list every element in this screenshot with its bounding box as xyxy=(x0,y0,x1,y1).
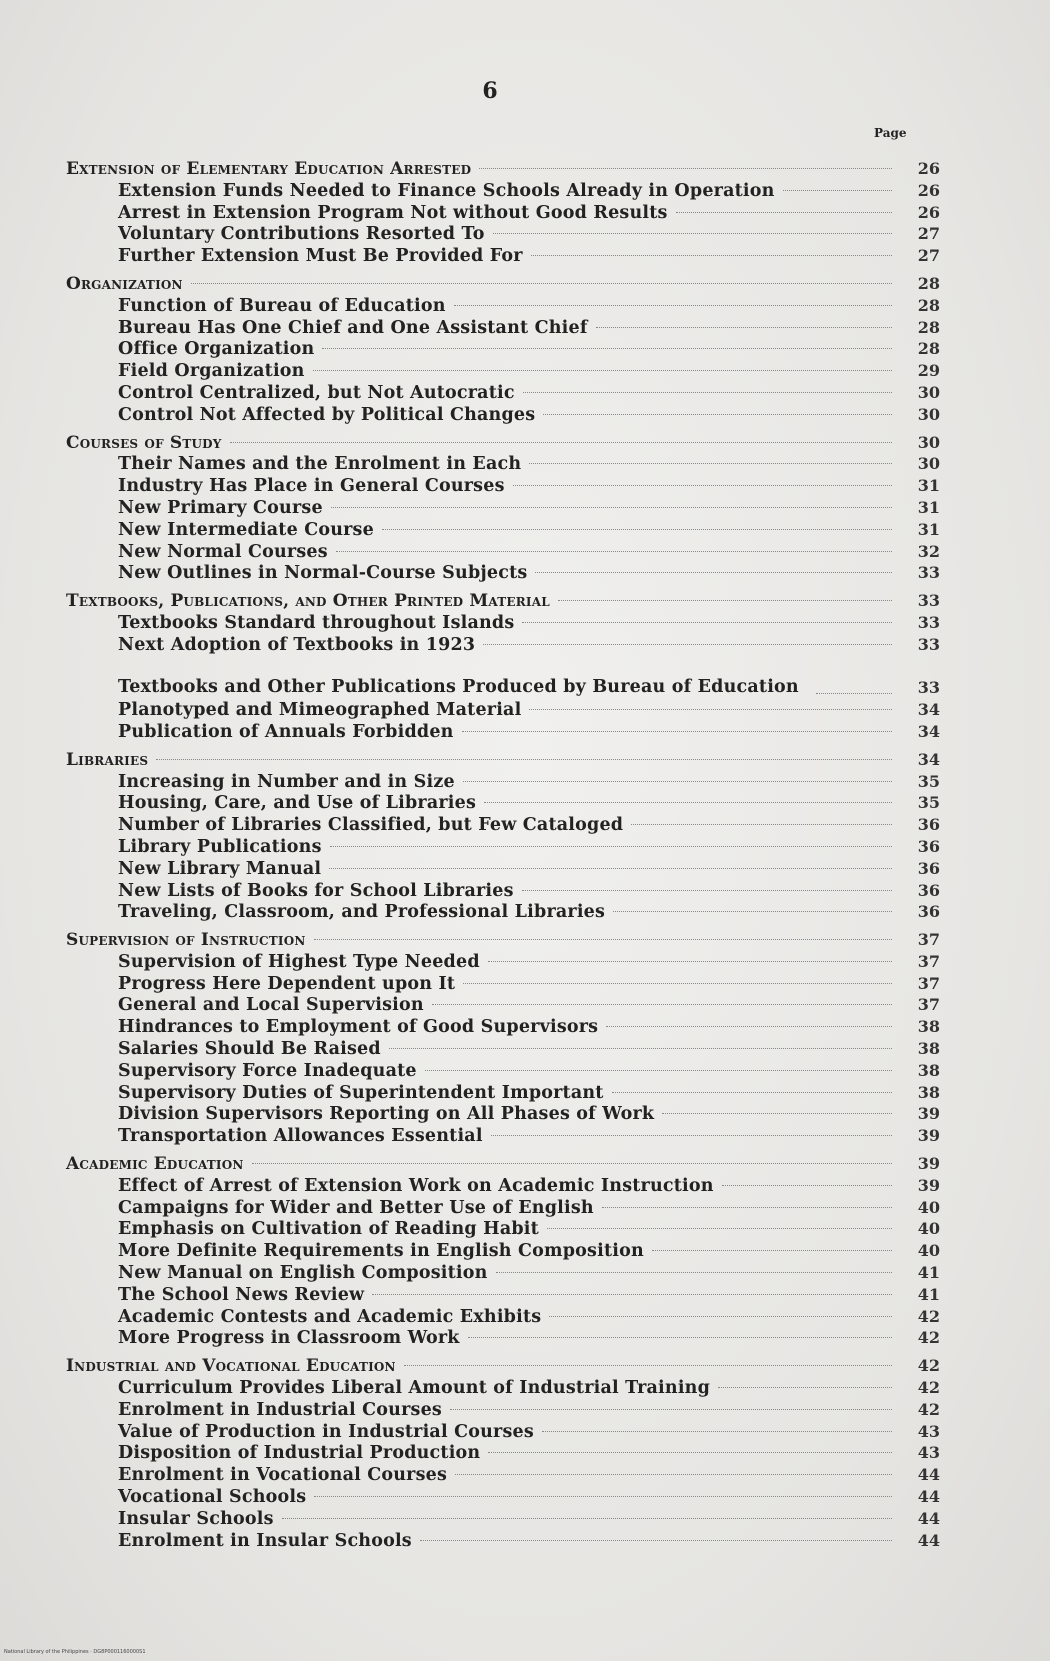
toc-heading-title: Supervision of Instruction xyxy=(66,930,306,951)
toc-entry xyxy=(66,634,940,656)
dot-leader xyxy=(491,1135,892,1136)
toc-entry-page: 36 xyxy=(917,902,940,922)
toc-section xyxy=(66,749,940,923)
toc-section xyxy=(66,158,940,267)
toc-heading-title: Textbooks, Publications, and Other Printed Material xyxy=(66,591,550,612)
dot-leader xyxy=(463,781,892,782)
toc-entry xyxy=(66,792,940,814)
toc-entry-page: 44 xyxy=(917,1465,940,1485)
dot-leader xyxy=(252,1163,892,1164)
toc-entry-page: 39 xyxy=(917,1126,940,1146)
toc-heading-title: Academic Education xyxy=(66,1154,244,1175)
toc-entry-page: 43 xyxy=(917,1421,940,1441)
toc-entry-page: 36 xyxy=(917,815,940,835)
toc-heading-title: Extension of Elementary Education Arrested xyxy=(66,159,472,179)
toc-entry-title: Library Publications xyxy=(118,836,322,857)
toc-entry xyxy=(66,541,940,563)
toc-entry-title: Increasing in Number and in Size xyxy=(118,771,455,792)
dot-leader xyxy=(479,168,892,169)
toc-entry-page: 33 xyxy=(917,634,940,654)
toc-entry xyxy=(66,771,940,793)
toc-entry-title: Division Supervisors Reporting on All Phases of Work xyxy=(118,1104,655,1125)
toc-entry-page: 30 xyxy=(917,404,940,424)
toc-entry xyxy=(66,1464,940,1486)
toc-entry-title: Office Organization xyxy=(118,339,315,360)
dot-leader xyxy=(329,868,892,869)
toc-entry-title: New Manual on English Composition xyxy=(118,1263,488,1284)
toc-entry-title: Supervision of Highest Type Needed xyxy=(118,951,480,972)
toc-entry xyxy=(66,1284,940,1306)
dot-leader xyxy=(330,846,892,847)
toc-entry-title: Emphasis on Cultivation of Reading Habit xyxy=(118,1219,539,1240)
toc-section xyxy=(66,929,940,1147)
toc-entry-title: Housing, Care, and Use of Libraries xyxy=(118,793,477,814)
toc-entry xyxy=(66,1421,940,1443)
toc-entry-page: 34 xyxy=(917,721,940,741)
toc-entry-title: Campaigns for Wider and Better Use of English xyxy=(118,1197,594,1218)
toc-entry xyxy=(66,562,940,584)
toc-entry-page: 27 xyxy=(917,224,940,244)
toc-entry-page: 28 xyxy=(917,339,940,359)
toc-entry xyxy=(66,245,940,267)
toc-entry xyxy=(66,223,940,245)
toc-entry xyxy=(66,901,940,923)
toc-entry-title: New Outlines in Normal-Course Subjects xyxy=(118,563,528,584)
toc-entry-page: 42 xyxy=(917,1328,940,1348)
toc-entry-title: Field Organization xyxy=(118,361,305,382)
toc-entry-title: New Library Manual xyxy=(118,858,322,879)
dot-leader xyxy=(542,1431,892,1432)
toc-entry-page: 26 xyxy=(917,202,940,222)
toc-entry xyxy=(66,814,940,836)
toc-entry-title: Number of Libraries Classified, but Few Cataloged xyxy=(118,815,624,836)
toc-entry-page: 31 xyxy=(917,476,940,496)
toc-entry xyxy=(66,1486,940,1508)
toc-entry-page: 43 xyxy=(917,1443,940,1463)
toc-entry xyxy=(66,1240,940,1262)
dot-leader xyxy=(450,1409,892,1410)
toc-entry-page: 30 xyxy=(917,382,940,402)
dot-leader xyxy=(613,911,892,912)
toc-entry xyxy=(66,1306,940,1328)
toc-entry-page: 37 xyxy=(917,951,940,971)
dot-leader xyxy=(722,1185,892,1186)
toc-entry xyxy=(66,1175,940,1197)
toc-entry-page: 26 xyxy=(917,180,940,200)
dot-leader xyxy=(488,1452,892,1453)
dot-leader xyxy=(718,1387,892,1388)
toc-entry-title: Enrolment in Industrial Courses xyxy=(118,1399,442,1420)
dot-leader xyxy=(484,802,892,803)
dot-leader xyxy=(313,370,892,371)
dot-leader xyxy=(522,890,892,891)
toc-entry-title: New Primary Course xyxy=(118,497,323,518)
toc-entry-page: 38 xyxy=(917,1039,940,1059)
toc-entry-page: 35 xyxy=(917,793,940,813)
dot-leader xyxy=(230,442,892,443)
toc-entry xyxy=(66,1327,940,1349)
toc-heading-page: 42 xyxy=(917,1356,940,1376)
toc-entry-title: More Definite Requirements in English Composition xyxy=(118,1241,644,1262)
dot-leader xyxy=(314,939,892,940)
toc-heading-page: 33 xyxy=(917,591,940,611)
dot-leader xyxy=(558,600,892,601)
toc-entry-title: Further Extension Must Be Provided For xyxy=(118,246,523,267)
toc-entry-title: Enrolment in Insular Schools xyxy=(118,1530,412,1551)
toc-entry-title: New Intermediate Course xyxy=(118,519,374,540)
toc-entry-page: 37 xyxy=(917,973,940,993)
toc-heading xyxy=(66,432,940,454)
toc-entry xyxy=(66,1399,940,1421)
toc-entry-page: 35 xyxy=(917,771,940,791)
dot-leader xyxy=(483,644,892,645)
toc-entry xyxy=(66,994,940,1016)
toc-entry-page: 28 xyxy=(917,295,940,315)
toc-entry-title: Effect of Arrest of Extension Work on Academic Instruction xyxy=(118,1175,714,1196)
toc-entry-title: Function of Bureau of Education xyxy=(118,295,446,316)
toc-entry-title: Bureau Has One Chief and One Assistant Chief xyxy=(118,317,588,338)
toc-heading xyxy=(66,1355,940,1377)
toc-entry-title: Their Names and the Enrolment in Each xyxy=(118,454,522,475)
dot-leader xyxy=(531,255,892,256)
toc-heading xyxy=(66,273,940,295)
dot-leader xyxy=(454,305,892,306)
toc-entry-page: 38 xyxy=(917,1017,940,1037)
dot-leader xyxy=(783,190,892,191)
toc-entry xyxy=(66,338,940,360)
toc-entry-page: 41 xyxy=(917,1284,940,1304)
dot-leader xyxy=(549,1316,892,1317)
toc-heading xyxy=(66,1153,940,1175)
toc-heading xyxy=(66,158,940,180)
toc-entry-page: 32 xyxy=(917,541,940,561)
dot-leader xyxy=(596,327,892,328)
toc-entry-page: 31 xyxy=(917,519,940,539)
toc-entry xyxy=(66,295,940,317)
toc-entry-title: Control Not Affected by Political Changes xyxy=(118,404,536,425)
toc-entry-title: Insular Schools xyxy=(118,1508,274,1529)
dot-leader xyxy=(404,1365,892,1366)
dot-leader xyxy=(462,731,892,732)
toc-entry-page: 44 xyxy=(917,1530,940,1550)
toc-entry xyxy=(66,721,940,743)
dot-leader xyxy=(493,233,892,234)
toc-entry-title: Voluntary Contributions Resorted To xyxy=(118,224,485,245)
toc-entry xyxy=(66,1038,940,1060)
toc-entry-title: Salaries Should Be Raised xyxy=(118,1039,381,1060)
toc-heading-title: Organization xyxy=(66,273,183,294)
toc-section xyxy=(66,432,940,585)
toc-entry-page: 38 xyxy=(917,1060,940,1080)
toc-section xyxy=(66,1153,940,1349)
toc-heading-page: 28 xyxy=(917,273,940,293)
toc-entry-title: New Lists of Books for School Libraries xyxy=(118,880,514,901)
toc-entry xyxy=(66,360,940,382)
toc-entry-page: 33 xyxy=(917,678,940,698)
toc-heading-page: 30 xyxy=(917,432,940,452)
dot-leader xyxy=(547,1228,892,1229)
dot-leader xyxy=(535,572,892,573)
toc-heading-page: 39 xyxy=(917,1154,940,1174)
toc-entry-title: The School News Review xyxy=(118,1284,365,1305)
toc-entry xyxy=(66,1508,940,1530)
page-column-label: Page xyxy=(874,126,907,140)
toc-entry-title: Curriculum Provides Liberal Amount of Industrial Training xyxy=(118,1378,711,1399)
dot-leader xyxy=(606,1026,892,1027)
toc-entry xyxy=(66,202,940,224)
toc-heading-title: Libraries xyxy=(66,749,149,770)
toc-entry-page: 40 xyxy=(917,1241,940,1261)
toc-entry xyxy=(66,1377,940,1399)
dot-leader xyxy=(676,212,892,213)
dot-leader xyxy=(463,983,892,984)
toc-entry-page: 38 xyxy=(917,1082,940,1102)
toc-entry xyxy=(66,1103,940,1125)
toc-heading xyxy=(66,929,940,951)
dot-leader xyxy=(455,1474,892,1475)
toc-entry xyxy=(66,404,940,426)
toc-entry xyxy=(66,382,940,404)
dot-leader xyxy=(602,1207,892,1208)
dot-leader xyxy=(314,1496,892,1497)
dot-leader xyxy=(652,1250,892,1251)
toc-entry xyxy=(66,497,940,519)
toc-entry xyxy=(66,1442,940,1464)
toc-entry-page: 31 xyxy=(917,497,940,517)
toc-entry xyxy=(66,880,940,902)
toc-entry-title: Textbooks Standard throughout Islands xyxy=(118,612,515,633)
toc-entry xyxy=(66,1060,940,1082)
dot-leader xyxy=(816,693,892,694)
toc-entry xyxy=(66,1197,940,1219)
toc-entry xyxy=(66,858,940,880)
toc-entry-title: Vocational Schools xyxy=(118,1487,307,1508)
toc-entry-page: 39 xyxy=(917,1175,940,1195)
toc-entry xyxy=(66,475,940,497)
toc-entry xyxy=(66,1262,940,1284)
toc-entry-page: 36 xyxy=(917,858,940,878)
toc-section xyxy=(66,1355,940,1551)
toc-heading-page: 26 xyxy=(917,159,940,178)
toc-entry-page: 40 xyxy=(917,1219,940,1239)
toc-heading xyxy=(66,749,940,771)
toc-entry-title: Value of Production in Industrial Courses xyxy=(118,1421,534,1442)
toc-entry xyxy=(66,656,940,700)
toc-entry-title: Transportation Allowances Essential xyxy=(118,1126,483,1147)
toc-entry-page: 44 xyxy=(917,1508,940,1528)
toc-entry-title: Next Adoption of Textbooks in 1923 xyxy=(118,634,476,655)
dot-leader xyxy=(331,507,892,508)
toc-entry xyxy=(66,1016,940,1038)
toc-entry xyxy=(66,612,940,634)
toc-entry xyxy=(66,317,940,339)
toc-entry xyxy=(66,1082,940,1104)
dot-leader xyxy=(322,348,892,349)
dot-leader xyxy=(513,485,892,486)
dot-leader xyxy=(468,1337,892,1338)
toc-entry-page: 36 xyxy=(917,880,940,900)
toc-entry-title: Extension Funds Needed to Finance Schools Already in Operation xyxy=(118,180,775,201)
toc-entry xyxy=(66,699,940,721)
dot-leader xyxy=(662,1113,892,1114)
dot-leader xyxy=(156,759,892,760)
toc-entry-page: 28 xyxy=(917,317,940,337)
table-of-contents xyxy=(66,152,940,1551)
toc-entry-title: Hindrances to Employment of Good Supervisors xyxy=(118,1017,599,1038)
toc-entry-title: Planotyped and Mimeographed Material xyxy=(118,700,522,721)
dot-leader xyxy=(543,414,892,415)
footer-watermark: National Library of the Philippines · DG8P0001160000S1 xyxy=(4,1649,146,1655)
toc-section xyxy=(66,590,940,743)
dot-leader xyxy=(425,1070,892,1071)
dot-leader xyxy=(631,824,892,825)
toc-entry-title: Progress Here Dependent upon It xyxy=(118,973,456,994)
toc-heading xyxy=(66,590,940,612)
toc-entry-title: Disposition of Industrial Production xyxy=(118,1443,481,1464)
toc-entry-title: Academic Contests and Academic Exhibits xyxy=(118,1306,542,1327)
dot-leader xyxy=(282,1518,892,1519)
toc-entry-title: New Normal Courses xyxy=(118,541,328,562)
toc-entry-title: Arrest in Extension Program Not without Good Results xyxy=(118,202,668,223)
dot-leader xyxy=(522,622,892,623)
toc-entry-title: General and Local Supervision xyxy=(118,995,424,1016)
page-number: 6 xyxy=(482,78,498,104)
dot-leader xyxy=(529,709,892,710)
dot-leader xyxy=(432,1004,892,1005)
toc-entry-page: 34 xyxy=(917,700,940,720)
dot-leader xyxy=(529,463,892,464)
toc-entry-page: 42 xyxy=(917,1378,940,1398)
toc-entry-title: More Progress in Classroom Work xyxy=(118,1328,460,1349)
toc-entry-title: Industry Has Place in General Courses xyxy=(118,476,505,497)
toc-entry xyxy=(66,973,940,995)
toc-entry-title: Publication of Annuals Forbidden xyxy=(118,721,454,742)
toc-entry-page: 37 xyxy=(917,995,940,1015)
toc-entry xyxy=(66,951,940,973)
toc-entry-page: 44 xyxy=(917,1487,940,1507)
toc-entry xyxy=(66,1218,940,1240)
toc-entry xyxy=(66,519,940,541)
dot-leader xyxy=(523,392,892,393)
dot-leader xyxy=(612,1092,892,1093)
toc-entry xyxy=(66,453,940,475)
toc-entry-page: 42 xyxy=(917,1306,940,1326)
toc-heading-title: Industrial and Vocational Education xyxy=(66,1356,396,1377)
toc-entry-title: Supervisory Duties of Superintendent Important xyxy=(118,1082,604,1103)
dot-leader xyxy=(420,1540,892,1541)
toc-entry-page: 33 xyxy=(917,612,940,632)
toc-entry-title: Supervisory Force Inadequate xyxy=(118,1060,417,1081)
toc-entry-title: Control Centralized, but Not Autocratic xyxy=(118,382,515,403)
toc-entry-page: 27 xyxy=(917,246,940,266)
toc-entry-page: 29 xyxy=(917,361,940,381)
dot-leader xyxy=(389,1048,892,1049)
toc-entry xyxy=(66,1530,940,1552)
toc-entry-title: Traveling, Classroom, and Professional Libraries xyxy=(118,902,606,923)
toc-entry xyxy=(66,1125,940,1147)
dot-leader xyxy=(372,1294,892,1295)
dot-leader xyxy=(382,529,892,530)
toc-entry-page: 42 xyxy=(917,1399,940,1419)
toc-entry-title: Textbooks and Other Publications Produced by Bureau of Education xyxy=(118,677,799,698)
toc-entry-page: 36 xyxy=(917,836,940,856)
toc-entry-page: 41 xyxy=(917,1263,940,1283)
toc-entry-page: 39 xyxy=(917,1104,940,1124)
toc-heading-page: 34 xyxy=(917,749,940,769)
toc-entry xyxy=(66,836,940,858)
toc-heading-title: Courses of Study xyxy=(66,432,222,453)
toc-section xyxy=(66,273,940,426)
toc-entry-page: 30 xyxy=(917,454,940,474)
dot-leader xyxy=(191,283,892,284)
toc-heading-page: 37 xyxy=(917,930,940,950)
toc-entry-title: Enrolment in Vocational Courses xyxy=(118,1465,448,1486)
toc-entry-page: 33 xyxy=(917,563,940,583)
dot-leader xyxy=(496,1272,892,1273)
toc-entry-page: 40 xyxy=(917,1197,940,1217)
dot-leader xyxy=(336,551,892,552)
toc-entry xyxy=(66,180,940,202)
dot-leader xyxy=(488,961,892,962)
